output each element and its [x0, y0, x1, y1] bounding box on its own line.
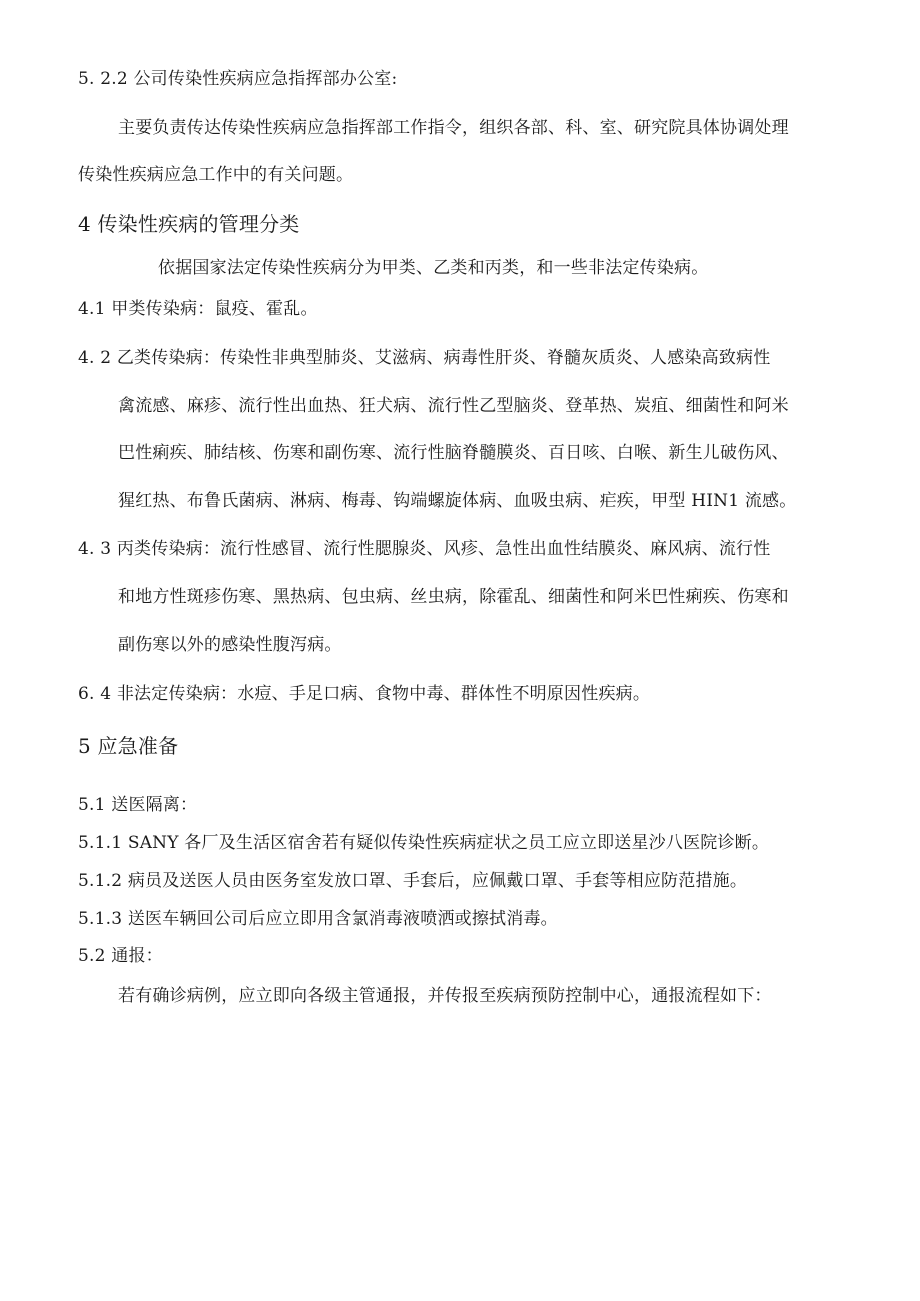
item-42-line-1: 4. 2 乙类传染病：传染性非典型肺炎、艾滋病、病毒性肝炎、脊髓灰质炎、人感染高致病性 [78, 348, 771, 368]
item-44: 6. 4 非法定传染病：水痘、手足口病、食物中毒、群体性不明原因性疾病。 [78, 684, 651, 704]
item-41: 4.1 甲类传染病：鼠疫、霍乱。 [78, 299, 318, 319]
section-4-heading: 4 传染性疾病的管理分类 [78, 212, 300, 236]
section-522-body-line-2: 传染性疾病应急工作中的有关问题。 [78, 165, 354, 185]
item-52-body: 若有确诊病例，应立即向各级主管通报，并传报至疾病预防控制中心，通报流程如下： [118, 986, 772, 1006]
section-522-heading: 5. 2.2 公司传染性疾病应急指挥部办公室: [78, 69, 398, 89]
item-42-line-3: 巴性痢疾、肺结核、伤寒和副伤寒、流行性脑脊髓膜炎、百日咳、白喉、新生儿破伤风、 [118, 443, 789, 463]
sub-51: 5.1 送医隔离： [78, 795, 198, 815]
sub-52: 5.2 通报： [78, 946, 163, 966]
section-5-heading: 5 应急准备 [78, 734, 179, 758]
item-512: 5.1.2 病员及送医人员由医务室发放口罩、手套后，应佩戴口罩、手套等相应防范措施。 [78, 871, 748, 891]
item-43-line-3: 副伤寒以外的感染性腹泻病。 [118, 635, 342, 655]
item-513: 5.1.3 送医车辆回公司后应立即用含氯消毒液喷洒或擦拭消毒。 [78, 909, 558, 929]
item-43-line-1: 4. 3 丙类传染病：流行性感冒、流行性腮腺炎、风疹、急性出血性结膜炎、麻风病、流行性 [78, 539, 771, 559]
item-511: 5.1.1 SANY 各厂及生活区宿舍若有疑似传染性疾病症状之员工应立即送星沙八医院诊断。 [78, 833, 770, 853]
section-4-intro: 依据国家法定传染性疾病分为甲类、乙类和丙类，和一些非法定传染病。 [158, 258, 709, 278]
item-42-line-4: 猩红热、布鲁氏菌病、淋病、梅毒、钩端螺旋体病、血吸虫病、疟疾，甲型 HIN1 流感。 [118, 491, 797, 511]
item-42-line-2: 禽流感、麻疹、流行性出血热、狂犬病、流行性乙型脑炎、登革热、炭疽、细菌性和阿米 [118, 396, 789, 416]
section-522-body-line-1: 主要负责传达传染性疾病应急指挥部工作指令，组织各部、科、室、研究院具体协调处理 [118, 118, 789, 138]
item-43-line-2: 和地方性斑疹伤寒、黑热病、包虫病、丝虫病，除霍乱、细菌性和阿米巴性痢疾、伤寒和 [118, 587, 789, 607]
